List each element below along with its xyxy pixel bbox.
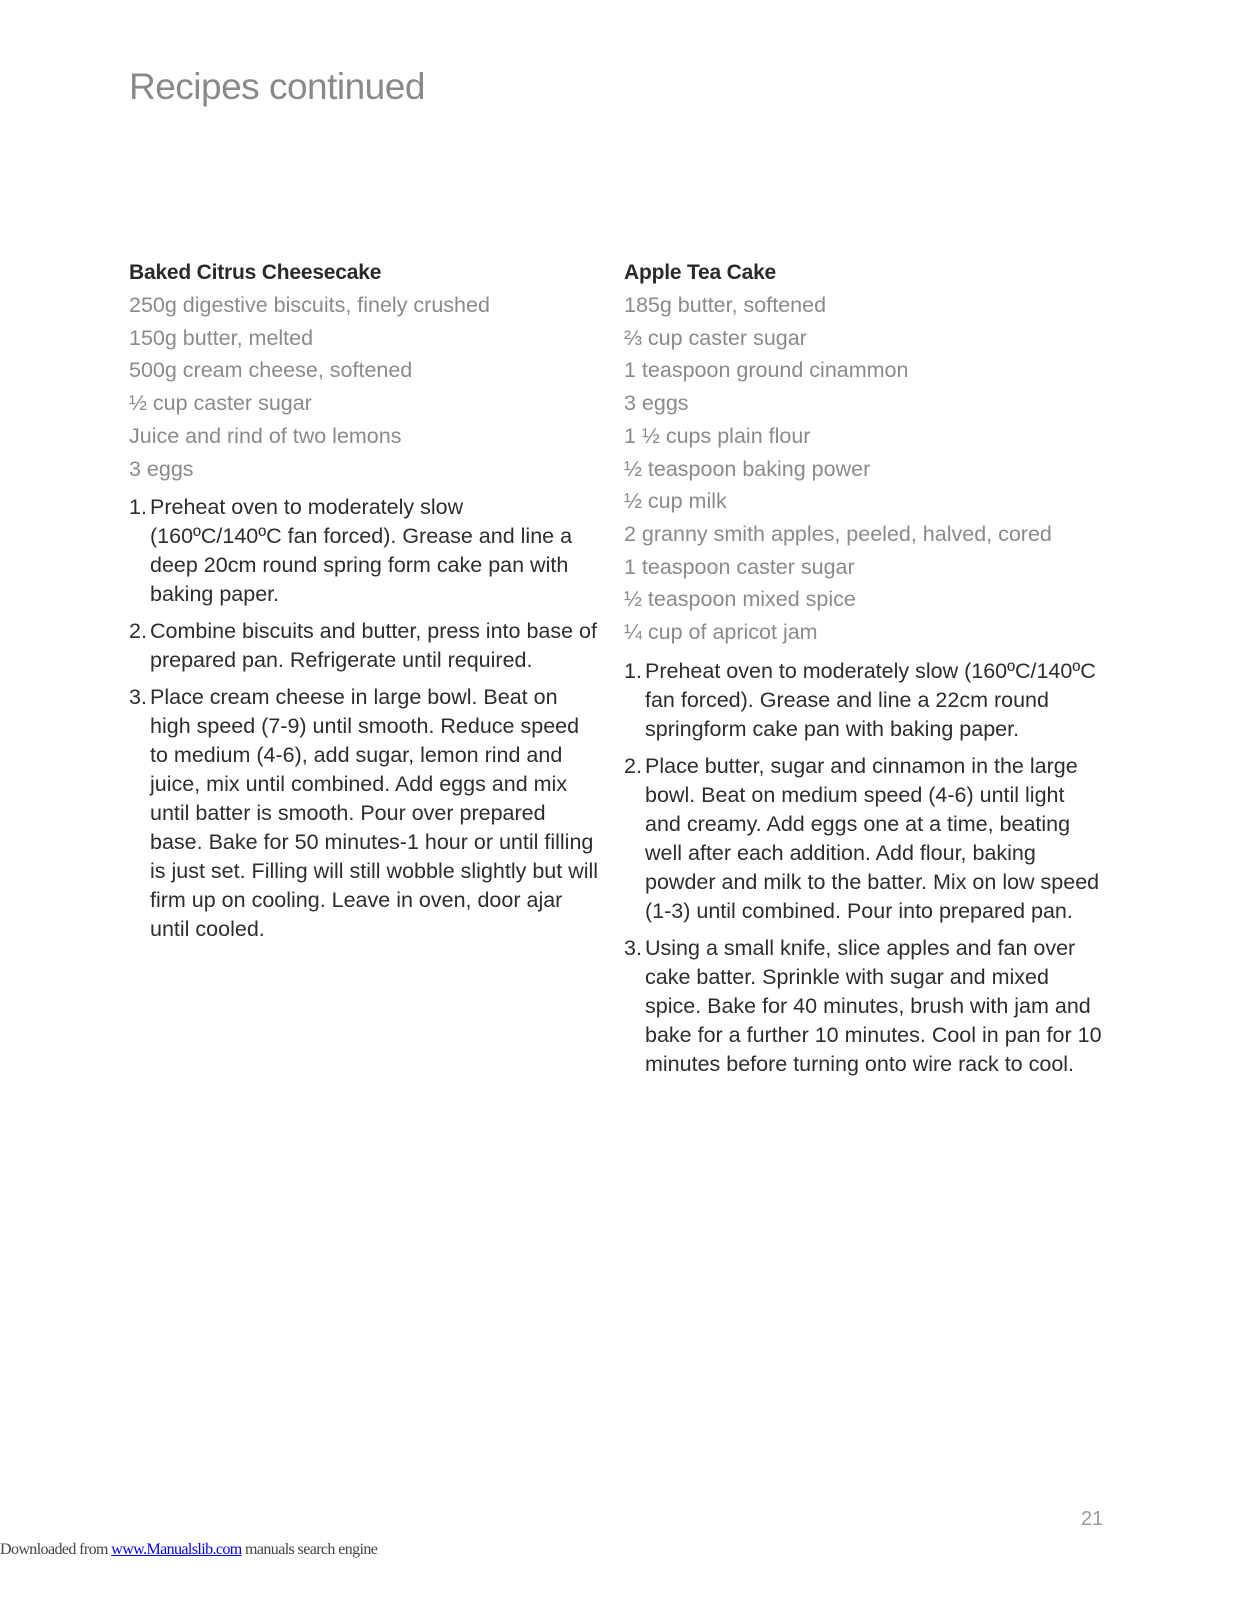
page-title: Recipes continued xyxy=(129,66,425,107)
method-step xyxy=(624,752,1104,926)
step-number: 3. xyxy=(624,935,642,960)
method-step xyxy=(624,657,1104,744)
step-number: 1. xyxy=(129,495,147,520)
method-step xyxy=(129,617,599,675)
footer-suffix: manuals search engine xyxy=(241,1541,378,1558)
ingredient-item: 1 teaspoon ground cinammon xyxy=(624,358,909,383)
ingredient-list xyxy=(624,289,1104,649)
ingredient-item: 3 eggs xyxy=(624,391,689,416)
ingredient-item: Juice and rind of two lemons xyxy=(129,423,402,448)
manualslib-link[interactable]: www.Manualslib.com xyxy=(111,1541,242,1558)
step-text: Preheat oven to moderately slow (160ºC/140ºC fan forced). Grease and line a 22cm round springform cake pan with baking paper. xyxy=(645,658,1096,741)
ingredient-item: 2 granny smith apples, peeled, halved, cored xyxy=(624,521,1052,546)
step-text: Place butter, sugar and cinnamon in the large bowl. Beat on medium speed (4-6) until light and creamy. Add eggs one at a time, beating well after each addition. Add flour, baking powder and milk to the batter. Mix on low speed (1-3) until combined. Pour into prepared pan. xyxy=(645,753,1100,923)
ingredient-item: 1 teaspoon caster sugar xyxy=(624,554,855,579)
footer-prefix: Downloaded from xyxy=(0,1541,112,1558)
step-text: Combine biscuits and butter, press into base of prepared pan. Refrigerate until required. xyxy=(150,619,597,673)
ingredient-item: ¼ cup of apricot jam xyxy=(624,620,818,645)
ingredient-item: ½ teaspoon mixed spice xyxy=(624,587,856,612)
ingredient-item: ⅔ cup caster sugar xyxy=(624,325,807,350)
ingredient-item: ½ cup milk xyxy=(624,489,727,514)
recipe-title: Apple Tea Cake xyxy=(624,261,777,284)
ingredient-item: 3 eggs xyxy=(129,456,194,481)
method-step xyxy=(624,934,1104,1079)
ingredient-item: 250g digestive biscuits, finely crushed xyxy=(129,293,490,317)
step-text: Preheat oven to moderately slow (160ºC/140ºC fan forced). Grease and line a deep 20cm round spring form cake pan with baking paper. xyxy=(150,495,573,607)
recipe-title: Baked Citrus Cheesecake xyxy=(129,261,382,284)
method-step xyxy=(129,683,599,944)
download-footer xyxy=(0,1541,377,1559)
step-number: 3. xyxy=(129,685,147,710)
recipe-baked-citrus-cheesecake xyxy=(129,256,599,952)
step-number: 2. xyxy=(129,619,147,644)
recipe-apple-tea-cake xyxy=(624,256,1104,1087)
ingredient-item: ½ cup caster sugar xyxy=(129,391,312,416)
step-text: Using a small knife, slice apples and fan over cake batter. Sprinkle with sugar and mixed spice. Bake for 40 minutes, brush with jam and bake for a further 10 minutes. Cool in pan for 10 minutes before turning onto wire rack to cool. xyxy=(645,935,1102,1076)
method-steps xyxy=(129,493,599,944)
ingredient-item: 150g butter, melted xyxy=(129,325,314,350)
step-text: Place cream cheese in large bowl. Beat on high speed (7-9) until smooth. Reduce speed to medium (4-6), add sugar, lemon rind and juice, mix until combined. Add eggs and mix until batter is smooth. Pour over prepared base. Bake for 50 minutes-1 hour or until filling is just set. Filling will still wobble slightly but will firm up on cooling. Leave in oven, door ajar until cooled. xyxy=(150,685,599,942)
method-steps xyxy=(624,657,1104,1079)
ingredient-item: ½ teaspoon baking power xyxy=(624,456,871,481)
step-number: 2. xyxy=(624,753,642,778)
ingredient-item: 185g butter, softened xyxy=(624,293,827,317)
ingredient-list xyxy=(129,289,599,485)
step-number: 1. xyxy=(624,658,642,683)
method-step xyxy=(129,493,599,609)
ingredient-item: 1 ½ cups plain flour xyxy=(624,423,811,448)
page-number: 21 xyxy=(1081,1508,1104,1530)
ingredient-item: 500g cream cheese, softened xyxy=(129,358,413,383)
